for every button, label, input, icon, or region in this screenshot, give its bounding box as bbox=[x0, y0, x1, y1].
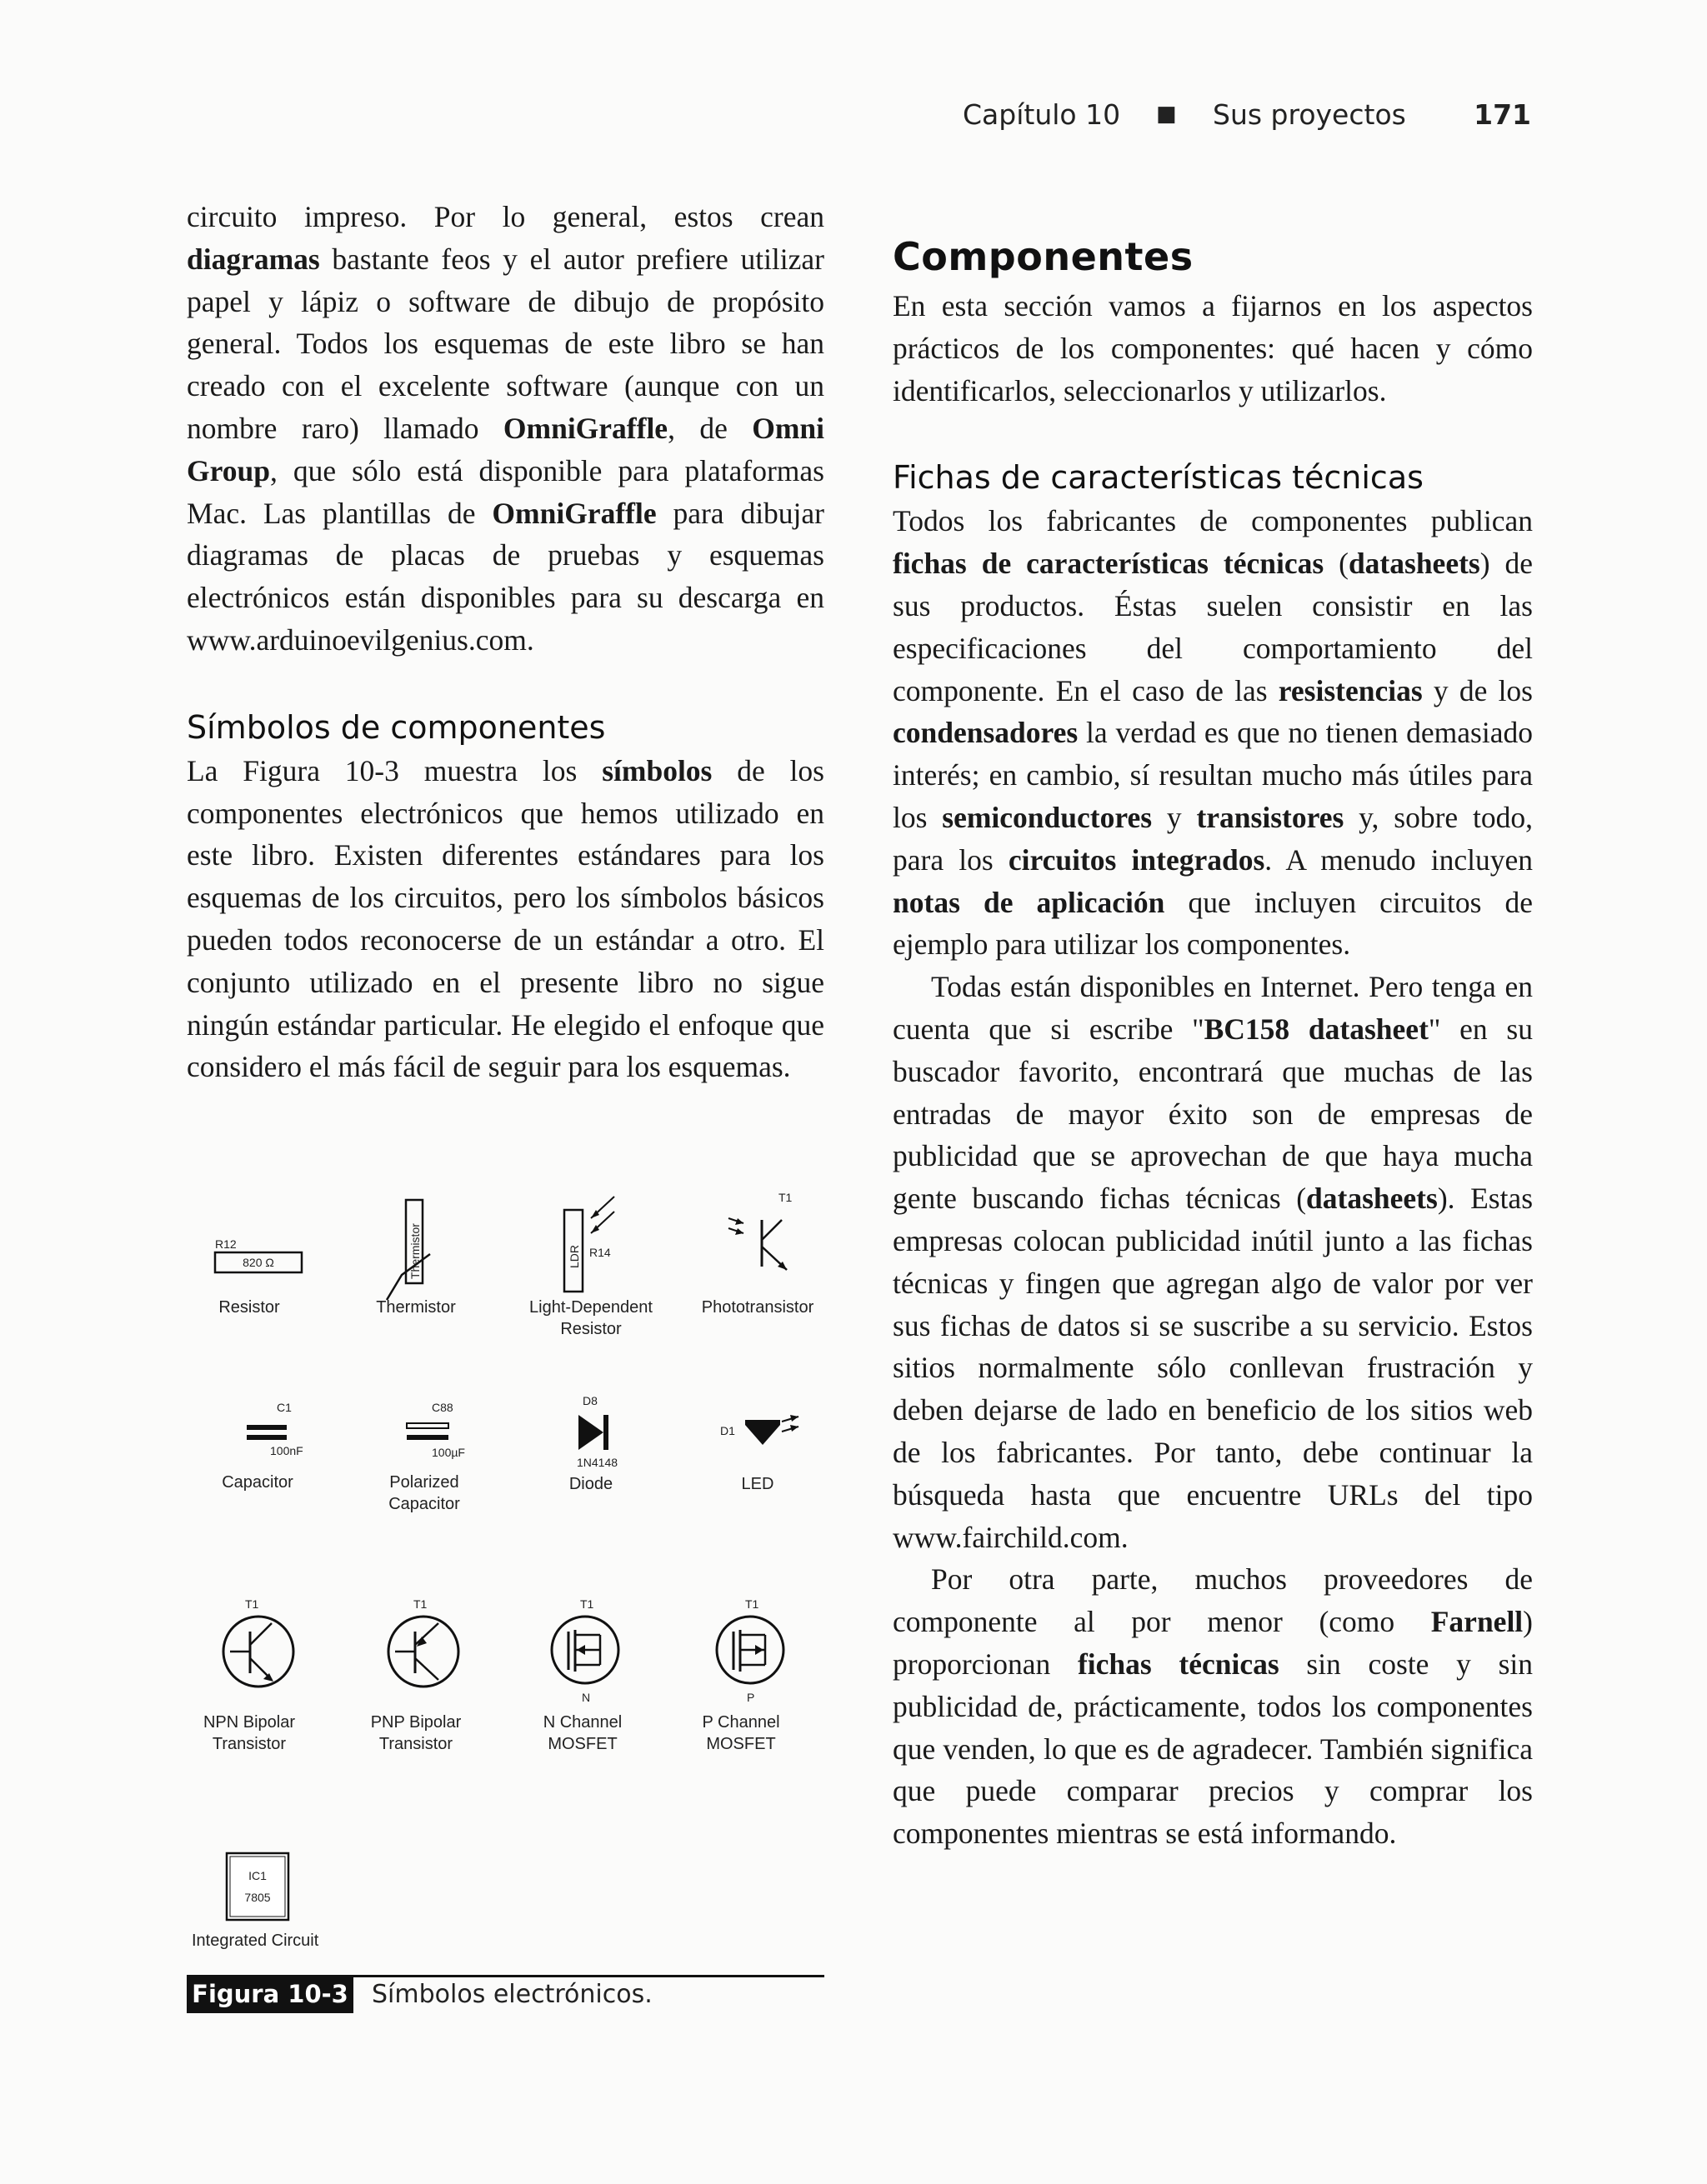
text-run: ( bbox=[1324, 547, 1349, 581]
pnp-label-line1: PNP Bipolar bbox=[370, 1713, 462, 1732]
bold-run: Omni Group bbox=[187, 411, 825, 487]
resistor-ref: R12 bbox=[215, 1237, 237, 1251]
bold-run: fichas de características técnicas bbox=[893, 547, 1324, 581]
pmos-label-line2: MOSFET bbox=[706, 1735, 776, 1753]
right-column bbox=[893, 233, 1533, 1855]
polarized-capacitor-value: 100µF bbox=[432, 1446, 465, 1459]
p-mosfet-symbol bbox=[678, 1598, 803, 1755]
capacitor-symbol bbox=[187, 1392, 328, 1493]
heading-fichas: Fichas de características técnicas bbox=[893, 459, 1424, 497]
header-separator: ■ bbox=[1156, 102, 1177, 127]
text-run: , de bbox=[668, 411, 753, 445]
led-icon bbox=[695, 1392, 820, 1468]
text-run: Todas están disponibles en Internet. Pero tenga en cuenta que si escribe " bbox=[893, 970, 1533, 1046]
pnp-transistor-icon bbox=[362, 1598, 470, 1707]
pmos-type: P bbox=[747, 1691, 755, 1704]
led-label: LED bbox=[741, 1475, 774, 1493]
bold-run: resistencias bbox=[1278, 673, 1423, 707]
polarized-capacitor-symbol bbox=[353, 1390, 495, 1515]
p-mosfet-icon bbox=[687, 1598, 795, 1707]
header-section: Sus proyectos bbox=[1213, 98, 1406, 131]
ic-label: Integrated Circuit bbox=[192, 1932, 319, 1950]
npn-label-line2: Transistor bbox=[212, 1735, 287, 1753]
text-run: circuito impreso. Por lo general, estos crean bbox=[187, 200, 824, 233]
capacitor-value: 100nF bbox=[270, 1444, 303, 1457]
polarized-capacitor-label-line1: Polarized bbox=[389, 1473, 459, 1492]
polarized-capacitor-ref: C88 bbox=[432, 1401, 453, 1414]
pnp-ref: T1 bbox=[413, 1597, 428, 1611]
thermistor-text: Thermistor bbox=[408, 1223, 422, 1279]
resistor-value: 820 Ω bbox=[243, 1256, 274, 1269]
ic-value: 7805 bbox=[244, 1891, 271, 1904]
bold-run: símbolos bbox=[602, 753, 713, 787]
text-run: de los componentes electrónicos que hemos utilizado en este libro. Existen diferentes estándares para los esquemas de los circuitos, pero los símbolos básicos pueden todos reconocerse de un estándar a otro. El conjunto utilizado en el presente libro no sigue ningún estándar particular. He elegido el enfoque que considero el más fácil de seguir para los esquemas. bbox=[187, 753, 824, 1084]
bold-run: Farnell bbox=[1430, 1605, 1524, 1639]
bold-run: transistores bbox=[1196, 800, 1344, 834]
ldr-icon bbox=[524, 1175, 658, 1292]
polarized-capacitor-icon bbox=[362, 1390, 487, 1467]
resistor-label: Resistor bbox=[218, 1298, 280, 1317]
text-run: La Figura 10-3 muestra los bbox=[187, 753, 603, 787]
led-ref: D1 bbox=[720, 1424, 735, 1437]
text-run: ) de sus productos. Éstas suelen consistir en las especificaciones del comportamiento del componente. En el caso de las bbox=[893, 547, 1533, 707]
page-number: 171 bbox=[1474, 98, 1531, 131]
npn-transistor-icon bbox=[195, 1598, 303, 1707]
header-chapter: Capítulo 10 bbox=[963, 98, 1121, 131]
bold-run: semiconductores bbox=[942, 800, 1153, 834]
phototransistor-icon bbox=[695, 1175, 820, 1292]
figure-10-3 bbox=[187, 1158, 824, 2025]
text-run: y bbox=[1152, 800, 1197, 834]
capacitor-label: Capacitor bbox=[222, 1473, 293, 1492]
bold-run: BC158 datasheet bbox=[1204, 1012, 1429, 1046]
text-run: Por otra parte, muchos proveedores de componente al por menor (como bbox=[893, 1562, 1533, 1639]
text-run: y, sobre todo, para los bbox=[893, 800, 1533, 877]
bold-run: OmniGraffle bbox=[503, 411, 668, 445]
npn-ref: T1 bbox=[245, 1597, 259, 1611]
paragraph-fichas bbox=[893, 500, 1533, 966]
paragraph-simbolos bbox=[187, 750, 824, 1088]
pnp-transistor-symbol bbox=[353, 1598, 478, 1755]
paragraph-proveedores bbox=[893, 1558, 1533, 1855]
text-run: bastante feos y el autor prefiere utilizar papel y lápiz o software de dibujo de propósito general. Todos los esquemas de este libro se han creado con el excelente software (aunque con un nombre raro) llamado bbox=[187, 242, 824, 445]
capacitor-icon bbox=[203, 1392, 312, 1467]
text-run: ). Estas empresas colocan publicidad inútil junto a las fichas técnicas y fingen que agregan algo de valor por ver sus fichas de datos si se suscribe a su servicio. Estos sitios normalmente sólo conllevan frustración y deben dejarse de lado en beneficio de los sitios web de los fabricantes. Por tanto, debe continuar la búsqueda hasta que encuentre URLs del tipo www.fairchild.com. bbox=[893, 1182, 1534, 1554]
resistor-symbol bbox=[187, 1175, 312, 1318]
paragraph-internet bbox=[893, 966, 1533, 1558]
bold-run: notas de aplicación bbox=[893, 885, 1165, 919]
text-run: , que sólo está disponible para plataformas Mac. Las plantillas de bbox=[187, 453, 824, 530]
ic-symbol bbox=[187, 1842, 337, 1952]
text-run: Todos los fabricantes de componentes publican bbox=[893, 504, 1533, 538]
ldr-ref: R14 bbox=[589, 1246, 611, 1259]
ldr-text: LDR bbox=[568, 1244, 581, 1268]
heading-simbolos: Símbolos de componentes bbox=[187, 708, 606, 746]
text-run: . A menudo incluyen bbox=[1264, 842, 1533, 877]
n-mosfet-icon bbox=[528, 1598, 637, 1707]
capacitor-ref: C1 bbox=[277, 1401, 292, 1414]
text-run: para dibujar diagramas de placas de pruebas y esquemas electrónicos están disponibles para su descarga en www.arduinoevilgenius.com. bbox=[187, 496, 824, 657]
bold-run: datasheets bbox=[1306, 1182, 1438, 1216]
left-column bbox=[187, 196, 824, 1088]
text-run: y de los bbox=[1422, 673, 1534, 707]
ldr-symbol bbox=[508, 1175, 674, 1340]
nmos-label-line2: MOSFET bbox=[548, 1735, 618, 1753]
ldr-label-line2: Resistor bbox=[560, 1320, 622, 1338]
nmos-label-line1: N Channel bbox=[543, 1713, 623, 1732]
heading-componentes: Componentes bbox=[893, 234, 1194, 279]
thermistor-label: Thermistor bbox=[376, 1298, 456, 1317]
resistor-icon bbox=[195, 1175, 303, 1292]
text-run: la verdad es que no tienen demasiado interés; en cambio, sí resultan mucho más útiles para los bbox=[893, 716, 1533, 834]
nmos-ref: T1 bbox=[580, 1597, 594, 1611]
bold-run: condensadores bbox=[893, 716, 1079, 750]
figure-caption: Símbolos electrónicos. bbox=[372, 1980, 653, 2009]
paragraph-omnigraffle bbox=[187, 196, 824, 662]
led-symbol bbox=[687, 1392, 828, 1495]
thermistor-symbol bbox=[353, 1175, 478, 1318]
npn-transistor-symbol bbox=[187, 1598, 312, 1755]
n-mosfet-symbol bbox=[520, 1598, 645, 1755]
text-run: " en su buscador favorito, encontrará que muchas de las entradas de mayor éxito son de empresas de publicidad que se aprovechan de que haya mucha gente buscando fichas técnicas ( bbox=[893, 1012, 1533, 1216]
thermistor-icon bbox=[353, 1175, 478, 1292]
phototransistor-ref: T1 bbox=[778, 1191, 793, 1204]
diode-ref: D8 bbox=[583, 1394, 598, 1407]
pmos-ref: T1 bbox=[745, 1597, 759, 1611]
diode-icon bbox=[537, 1392, 645, 1468]
bold-run: diagramas bbox=[187, 242, 320, 276]
diode-symbol bbox=[524, 1392, 658, 1495]
bold-run: fichas técnicas bbox=[1077, 1647, 1279, 1681]
ic-icon bbox=[223, 1842, 323, 1925]
ldr-label-line1: Light-Dependent bbox=[529, 1298, 653, 1317]
bold-run: circuitos integrados bbox=[1008, 842, 1265, 877]
nmos-type: N bbox=[582, 1691, 591, 1704]
text-run: ) proporcionan bbox=[893, 1605, 1533, 1681]
ic-ref: IC1 bbox=[248, 1869, 267, 1882]
pmos-label-line1: P Channel bbox=[702, 1713, 780, 1732]
pnp-label-line2: Transistor bbox=[378, 1735, 453, 1753]
diode-label: Diode bbox=[568, 1475, 613, 1493]
phototransistor-label: Phototransistor bbox=[701, 1298, 814, 1317]
polarized-capacitor-label-line2: Capacitor bbox=[388, 1495, 460, 1513]
text-run: que incluyen circuitos de ejemplo para utilizar los componentes. bbox=[893, 885, 1533, 962]
paragraph-componentes: En esta sección vamos a fijarnos en los aspectos prácticos de los componentes: qué hacen y cómo identificarlos, seleccionarlos y utilizarlos. bbox=[893, 289, 1533, 407]
bold-run: datasheets bbox=[1348, 547, 1480, 581]
figure-number-badge: Figura 10-3 bbox=[187, 1975, 353, 2013]
text-run: sin coste y sin publicidad de, prácticamente, todos los componentes que venden, lo que es de agradecer. También significa que puede comparar precios y comprar los componentes mientras se está informando. bbox=[893, 1647, 1533, 1851]
npn-label-line1: NPN Bipolar bbox=[203, 1713, 296, 1732]
bold-run: OmniGraffle bbox=[492, 496, 657, 530]
phototransistor-symbol bbox=[687, 1175, 828, 1318]
page-header bbox=[963, 98, 1531, 140]
diode-value: 1N4148 bbox=[577, 1456, 618, 1469]
